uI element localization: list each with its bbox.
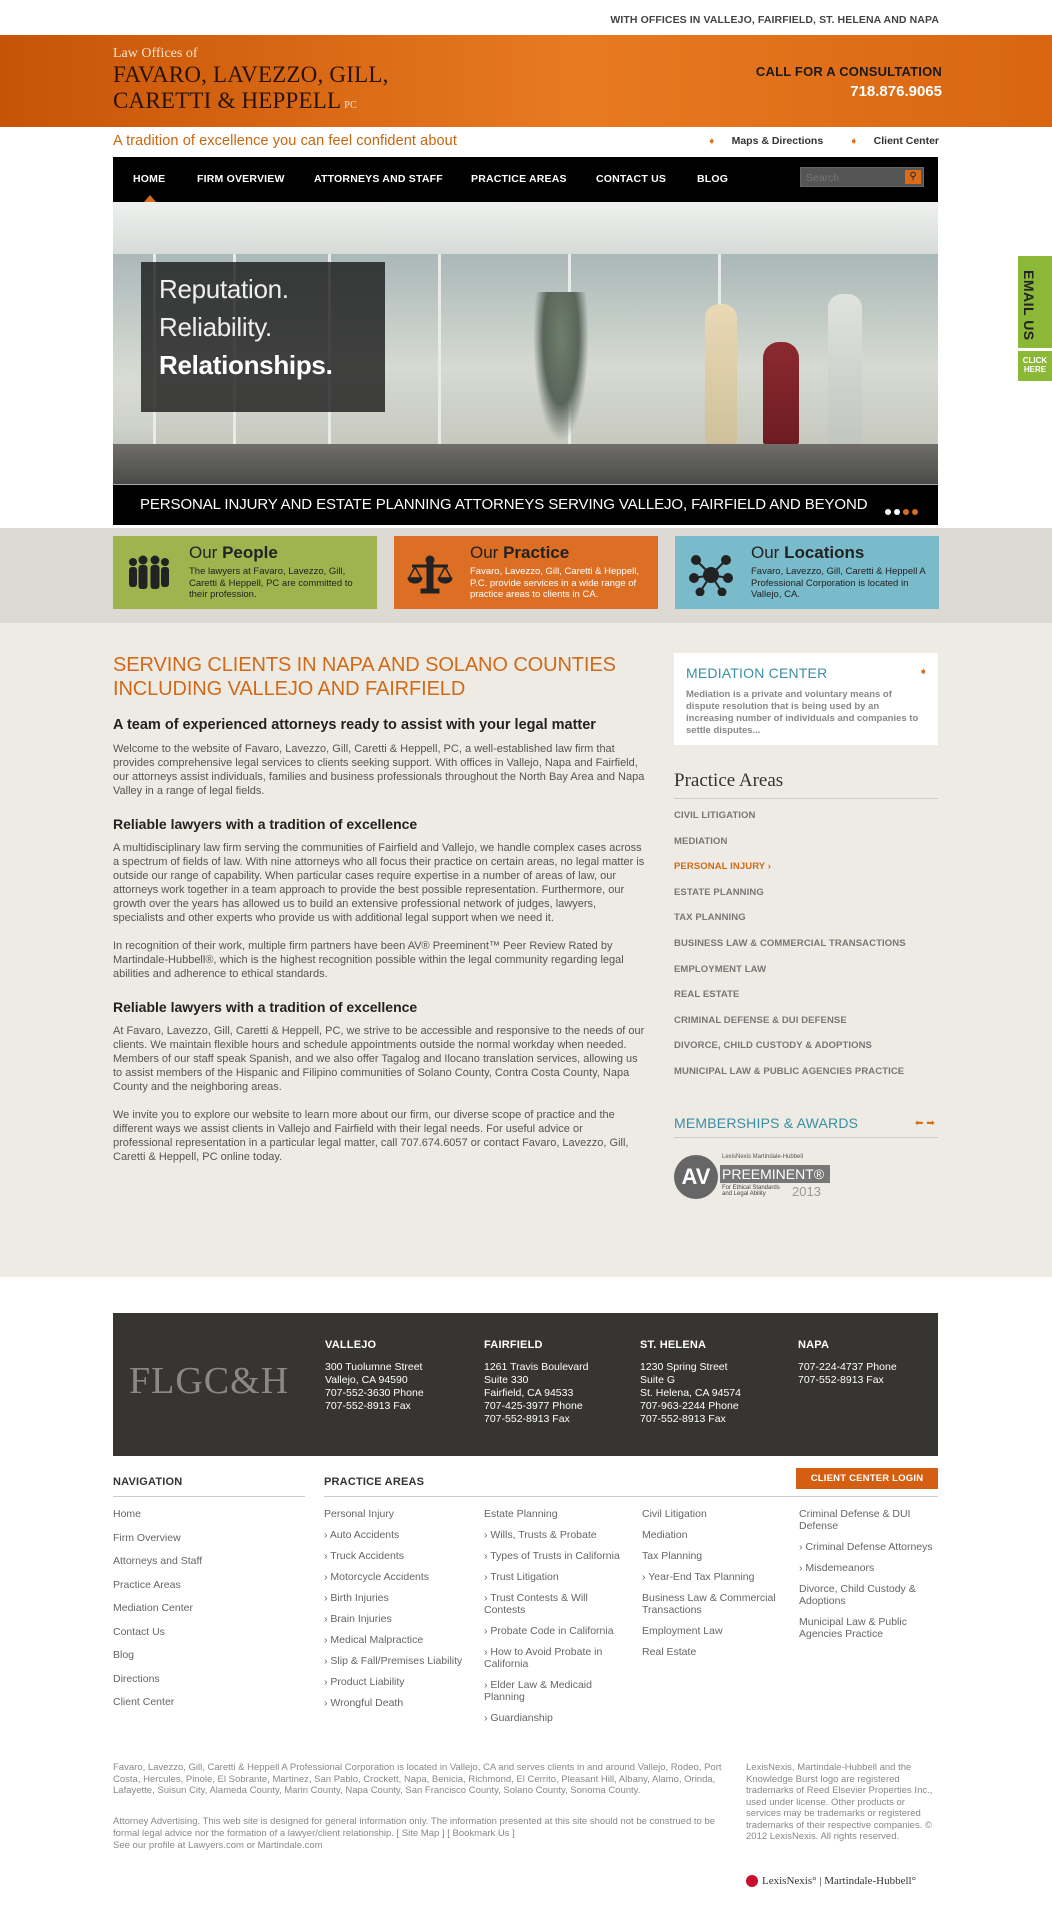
hero-line-1: Reputation. [159,274,289,304]
slider-dot[interactable] [912,509,918,515]
top-bar [0,0,1052,35]
slider-dot[interactable] [885,509,891,515]
scales-icon [404,554,456,596]
hero-person [828,294,862,444]
client-center-login-button[interactable]: CLIENT CENTER LOGIN [796,1468,938,1489]
practice-areas-list [674,803,938,1085]
site-header [0,35,1052,127]
hero-person [705,304,737,444]
practice-area-link[interactable]: CIVIL LITIGATION [674,810,756,821]
footer-practice-link[interactable]: Employment Law [642,1625,723,1637]
badge-preeminent: PREEMINENT® [720,1165,830,1183]
practice-area-link[interactable]: ESTATE PLANNING [674,886,764,898]
offices-notice: WITH OFFICES IN VALLEJO, FAIRFIELD, ST. HELENA AND NAPA [610,14,939,26]
mediation-title: MEDIATION CENTER [686,665,828,681]
footer-practice-link[interactable]: › Brain Injuries [324,1613,392,1625]
our-people-title: Our People [189,543,278,562]
footer-practice-link[interactable]: › Probate Code in California [484,1625,614,1637]
call-label: CALL FOR A CONSULTATION [755,64,942,79]
footer-nav-link[interactable]: Attorneys and Staff [113,1555,203,1567]
hero-caption-strip [113,485,938,525]
sidebar [674,653,938,1202]
slider-dot[interactable] [903,509,909,515]
lexis-disclaimer: LexisNexis, Martindale-Hubbell and the Knowledge Burst logo are registered trademarks of Reed Elsevier Properties Inc., used under license. Other products or services may be trademarks or registered trademarks of their respective companies. © 2012 LexisNexis. All rights reserved. [746,1762,933,1842]
our-practice-text: Favaro, Lavezzo, Gill, Caretti & Heppell, P.C. provide services in a wide range of practice areas to clients in CA. [470,566,639,600]
logo-line-1: FAVARO, LAVEZZO, GILL, [113,62,389,87]
footer-nav-link[interactable]: Firm Overview [113,1531,181,1544]
footer-practice-link[interactable]: › Misdemeanors [799,1562,875,1574]
footer-practice-link[interactable]: › Motorcycle Accidents [324,1571,430,1583]
network-icon [685,554,737,596]
our-people-box[interactable] [113,536,377,609]
quick-links [684,135,939,147]
main-article [113,653,645,1164]
footer-nav-link[interactable]: Mediation Center [113,1602,193,1614]
office-napa: NAPA 707-224-4737 Phone 707-552-8913 Fax [798,1339,897,1386]
practice-area-link[interactable]: MEDIATION [674,835,728,847]
email-us-label: EMAIL US [1021,270,1037,341]
hero-line-3: Relationships. [159,350,333,380]
practice-area-link[interactable]: REAL ESTATE [674,989,740,1001]
hero-ceiling [113,202,938,254]
footer-practice-link[interactable]: › How to Avoid Probate in California [484,1646,603,1670]
footer-practice-link[interactable]: › Product Liability [324,1676,405,1688]
nav-home[interactable]: HOME [133,173,166,185]
footer-practice-col-3 [642,1508,782,1667]
footer-logo[interactable]: FLGC&H [129,1360,290,1402]
hero-window [568,254,718,444]
tagline: A tradition of excellence you can feel confident about [113,133,457,149]
arrow-right-icon: ➧ [918,666,928,678]
our-locations-title: Our Locations [751,543,865,562]
av-logo: AV [674,1155,718,1199]
hero-banner [113,202,938,525]
footer-practice-link[interactable]: › Trust Contests & Will Contests [484,1592,588,1616]
content-area [0,623,1052,1277]
article-heading: Reliable lawyers with a tradition of excellence [113,816,418,832]
mediation-text: Mediation is a private and voluntary means of dispute resolution that is being used by an increasing number of individuals and companies to settle disputes... [686,689,919,736]
click-here-tab[interactable]: CLICK HERE [1018,351,1052,381]
footer-practice-link[interactable]: › Guardianship [484,1712,553,1724]
our-practice-title: Our Practice [470,543,570,562]
logo-line-2: CARETTI & HEPPELL [113,88,342,113]
practice-area-link[interactable]: CRIMINAL DEFENSE & DUI DEFENSE [674,1014,847,1026]
main-nav [113,157,938,202]
footer-practice-col-4 [799,1508,938,1649]
footer-nav-link[interactable]: Directions [113,1672,160,1685]
article-paragraph: In recognition of their work, multiple firm partners have been AV® Preeminent™ Peer Review Rated by Martindale-Hubbell®, which is the highest recognition possible within the legal community regarding legal abilities and adherence to ethical standards. [113,940,624,980]
our-people-text: The lawyers at Favaro, Lavezzo, Gill, Caretti & Heppell, PC are committed to their profession. [189,566,353,600]
hero-plant [533,292,589,442]
logo-pc: PC [344,100,357,111]
search-icon: ⚲ [909,171,917,182]
divider [113,1496,305,1497]
article-paragraph: Welcome to the website of Favaro, Lavezzo, Gill, Caretti & Heppell, PC, a well-established law firm that provides comprehensive legal services to clients seeking support. With offices in Vallejo, Napa and Fairfield, our attorneys assist individuals, families and business professionals throughout the North Bay Area and Napa Valley in a range of legal fields. [113,743,645,797]
mediation-center-box[interactable] [674,653,938,745]
our-locations-text: Favaro, Lavezzo, Gill, Caretti & Heppell A Professional Corporation is located in Vallejo, CA. [751,566,926,600]
practice-area-link[interactable]: EMPLOYMENT LAW [674,963,767,975]
email-us-tab[interactable] [1018,256,1052,348]
nav-practice-areas[interactable]: PRACTICE AREAS [471,173,567,185]
office-st-helena: ST. HELENA 1230 Spring Street Suite G St. Helena, CA 94574 707-963-2244 Phone 707-552-8913 Fax [640,1339,741,1425]
footer-practice-link[interactable]: › Year-End Tax Planning [642,1571,755,1583]
logo-small-text[interactable]: Law Offices of [113,46,198,61]
footer-practice-link[interactable]: Real Estate [642,1646,697,1658]
nav-attorneys-staff[interactable]: ATTORNEYS AND STAFF [314,173,443,185]
article-subtitle: A team of experienced attorneys ready to assist with your legal matter [113,717,596,733]
footer-practice-link[interactable]: › Trust Litigation [484,1571,559,1583]
slider-dot[interactable] [894,509,900,515]
hero-sill [113,444,938,484]
phone-number[interactable]: 718.876.9065 [850,83,942,100]
footer-practice-link[interactable]: Mediation [642,1529,688,1541]
article-heading: Reliable lawyers with a tradition of excellence [113,999,418,1015]
footer-practice-link[interactable]: › Criminal Defense Attorneys [799,1541,933,1553]
hero-person [763,342,799,444]
badge-ethical-text: For Ethical Standards and Legal Ability [722,1184,780,1197]
hero-line-2: Reliability. [159,312,272,342]
footer-nav-link[interactable]: Client Center [113,1696,175,1708]
client-center-link[interactable]: ➧ Client Center [850,135,939,147]
footer-practice-link[interactable]: › Birth Injuries [324,1592,389,1604]
footer-nav-link[interactable]: Home [113,1508,142,1520]
footer-practice-link[interactable]: › Truck Accidents [324,1550,404,1562]
footer-nav-link[interactable]: Practice Areas [113,1578,181,1591]
footer-practice-link[interactable]: › Medical Malpractice [324,1634,424,1646]
footer-practice-link[interactable]: › Types of Trusts in California [484,1550,620,1562]
slider-dots [882,502,918,520]
practice-area-link[interactable]: BUSINESS LAW & COMMERCIAL TRANSACTIONS [674,937,906,949]
site-logo[interactable] [113,62,389,119]
footer-practice-col-2 [484,1508,624,1733]
footer-nav-title: NAVIGATION [113,1476,183,1488]
memberships-title: MEMBERSHIPS & AWARDS ⬅ ➡ [674,1115,938,1138]
footer-practice-link[interactable]: Divorce, Child Custody & Adoptions [799,1583,916,1607]
footer-practice-link[interactable]: Criminal Defense & DUI Defense [799,1508,911,1532]
profile-links[interactable]: See our profile at Lawyers.com or Martindale.com [113,1840,323,1851]
page-title: SERVING CLIENTS IN NAPA AND SOLANO COUNTIES INCLUDING VALLEJO AND FAIRFIELD [113,654,616,700]
attorney-advertising-disclaimer: Attorney Advertising. This web site is designed for general information only. The information presented at this site should not be construed to be formal legal advice nor the formation of a lawyer/client relationship. [ Site Map ] [ Bookmark Us ] [113,1816,716,1839]
lexisnexis-logo[interactable]: LexisNexis° | Martindale-Hubbell° [746,1875,916,1887]
badge-year: 2013 [792,1183,821,1199]
badge-lexis-text: LexisNexis Martindale-Hubbell [722,1153,804,1160]
article-paragraph: A multidisciplinary law firm serving the communities of Fairfield and Vallejo, we handle complex cases across a spectrum of fields of law. With nine attorneys who all focus their practice on certain areas, no legal matter is outside our range of capability. When particular cases require expertise in a number of areas of law, our attorneys work together in a team approach to provide the best possible representation. Furthermore, our growth over the years has allowed us to build an extensive professional network of judges, lawyers, specialists and other experts who provide us with additional legal support when we need it. [113,842,645,924]
footer-practice-link[interactable]: Personal Injury [324,1508,395,1520]
footer-practice-link[interactable]: › Wrongful Death [324,1697,404,1709]
arrow-right-icon: ➧ [708,136,716,146]
article-paragraph: We invite you to explore our website to learn more about our firm, our diverse scope of practice and the different ways we assist clients in Vallejo and Fairfield with their legal needs. For useful advice or professional representation in a particular legal matter, call 707.674.6057 or contact Favaro, Lavezzo, Gill, Caretti & Heppell, PC online today. [113,1109,629,1163]
footer-practice-col-1 [324,1508,474,1718]
practice-area-link[interactable]: DIVORCE, CHILD CUSTODY & ADOPTIONS [674,1040,872,1052]
footer-practice-link[interactable]: Municipal Law & Public Agencies Practice [799,1616,907,1640]
practice-area-link[interactable]: TAX PLANNING [674,912,746,924]
arrow-left-icon[interactable]: ⬅ [914,1117,924,1129]
practice-area-link-active[interactable]: PERSONAL INJURY › [674,861,772,873]
maps-directions-link[interactable]: ➧ Maps & Directions [708,135,824,147]
office-fairfield: FAIRFIELD 1261 Travis Boulevard Suite 330 Fairfield, CA 94533 707-425-3977 Phone 707-552-8913 Fax [484,1339,589,1425]
service-area-disclaimer: Favaro, Lavezzo, Gill, Caretti & Heppell A Professional Corporation is located in Vallejo, CA and serves clients in and around Vallejo, Rodeo, Port Costa, Hercules, Pinole, El Sobrante, Martinez, San Pablo, Crockett, Napa, Benicia, Richmond, El Cerrito, Pleasant Hill, Albany, Alamo, Orinda, Lafayette, Suisun City, Alameda County, Marin County, Napa County, San Francisco County, Solano County, Sonoma County. [113,1762,722,1796]
practice-areas-title: Practice Areas [674,770,938,799]
footer-nav-list [113,1508,202,1720]
people-icon [123,554,175,596]
footer-practice-link[interactable]: Civil Litigation [642,1508,707,1520]
footer-practice-link[interactable]: › Slip & Fall/Premises Liability [324,1655,463,1667]
footer-practice-link[interactable]: › Auto Accidents [324,1529,400,1541]
arrow-right-icon: ➧ [850,136,858,146]
article-paragraph: At Favaro, Lavezzo, Gill, Caretti & Heppell, PC, we strive to be accessible and responsive to the needs of our clients. We maintain flexible hours and schedule appointments outside the normal workday when needed. Members of our staff speak Spanish, and we also offer Tagalog and Ilocano translation services, allowing us to assist members of the Hispanic and Filipino communities of Solano County, Contra Costa County, Napa County and the neighboring areas. [113,1025,645,1093]
footer-offices [113,1313,938,1456]
nav-firm-overview[interactable]: FIRM OVERVIEW [197,173,285,185]
nav-blog[interactable]: BLOG [697,173,729,185]
arrow-right-icon[interactable]: ➡ [926,1117,935,1129]
footer-practice-link[interactable]: › Elder Law & Medicaid Planning [484,1679,592,1703]
office-vallejo: VALLEJO 300 Tuolumne Street Vallejo, CA 94590 707-552-3630 Phone 707-552-8913 Fax [325,1339,424,1412]
search-button[interactable] [905,170,921,184]
hero-caption: PERSONAL INJURY AND ESTATE PLANNING ATTORNEYS SERVING VALLEJO, FAIRFIELD AND BEYOND [140,496,868,513]
footer-practice-link[interactable]: Tax Planning [642,1550,703,1562]
footer-nav-link[interactable]: Blog [113,1649,135,1661]
practice-area-link[interactable]: MUNICIPAL LAW & PUBLIC AGENCIES PRACTICE [674,1065,905,1077]
active-caret-icon [144,195,156,202]
our-practice-box[interactable] [394,536,658,609]
footer-practice-link[interactable]: › Wills, Trusts & Probate [484,1529,597,1541]
footer-practice-link[interactable]: Business Law & Commercial Transactions [642,1592,776,1616]
feature-band [0,528,1052,623]
carousel-arrows [915,1118,935,1129]
footer-nav-link[interactable]: Contact Us [113,1625,165,1638]
footer-practice-link[interactable]: Estate Planning [484,1508,558,1520]
search-input[interactable] [801,169,901,187]
nav-contact-us[interactable]: CONTACT US [596,173,667,185]
consultation-callout [756,64,942,100]
lexisnexis-burst-icon [746,1875,758,1887]
av-preeminent-badge[interactable] [674,1152,834,1202]
search-box [800,167,924,187]
footer-practice-title: PRACTICE AREAS [324,1476,425,1488]
divider [324,1496,938,1497]
our-locations-box[interactable] [675,536,939,609]
